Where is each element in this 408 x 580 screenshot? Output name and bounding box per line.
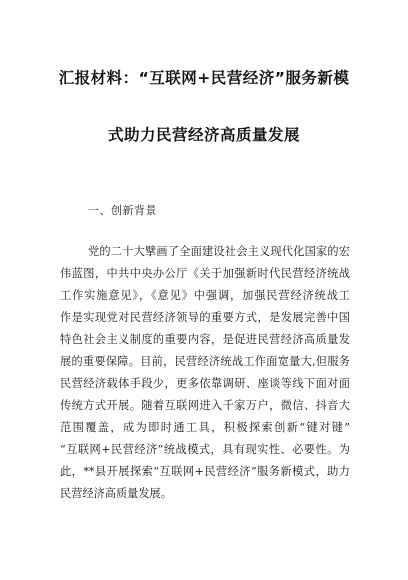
paragraph-line: 民营经济载体手段少，更多依靠调研、座谈等线下面对面 [60, 377, 350, 390]
body-paragraph [60, 241, 350, 505]
paragraph-line: 范围覆盖，成为即时通工具，积极探索创新“键对键” [60, 421, 350, 434]
paragraph-line: 作是实现党对民营经济领导的重要方式，是发展完善中国 [60, 311, 350, 324]
document-title-line-1: 汇报材料：“互联网+民营经济”服务新模 [58, 69, 350, 87]
paragraph-line: 党的二十大擘画了全面建设社会主义现代化国家的宏 [88, 245, 350, 258]
document-title-line-2: 式助力民营经济高质量发展 [107, 126, 300, 144]
paragraph-line: 此，**县开展探索“互联网+民营经济”服务新模式，助力 [60, 465, 350, 478]
paragraph-line: 特色社会主义制度的重要内容，是促进民营经济高质量发 [60, 333, 350, 346]
paragraph-line: 工作实施意见》，《意见》中强调，加强民营经济统战工 [60, 289, 350, 302]
section-heading: 一、创新背景 [88, 204, 157, 217]
paragraph-line: 民营经济高质量发展。 [60, 487, 172, 500]
paragraph-line: 伟蓝图，中共中央办公厅《关于加强新时代民营经济统战 [60, 267, 350, 280]
paragraph-line: 展的重要保障。目前，民营经济统战工作面宽量大,但服务 [60, 355, 350, 368]
paragraph-line: “互联网+民营经济”统战模式，具有现实性、必要性。为 [60, 443, 350, 456]
paragraph-line: 传统方式开展。随着互联网进入千家万户，微信、抖音大 [60, 399, 350, 412]
